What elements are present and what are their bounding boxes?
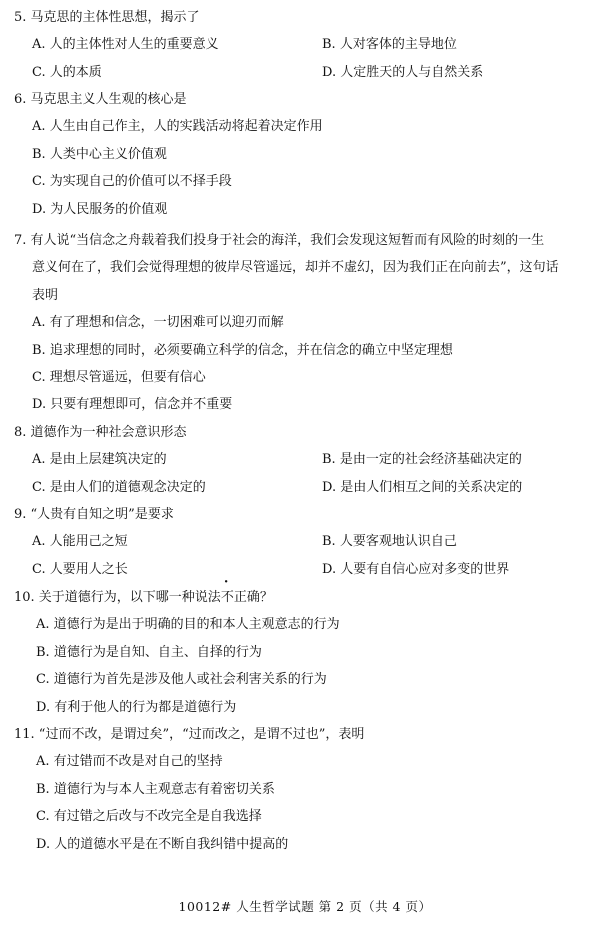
option-a: A. 有了理想和信念，一切困难可以迎刃而解	[32, 315, 284, 331]
question-6	[14, 86, 604, 223]
emphasis-dot-word: 不	[220, 590, 234, 605]
option-c: C. 道德行为首先是涉及他人或社会利害关系的行为	[36, 672, 327, 688]
question-5	[14, 4, 604, 86]
option-c: C. 人要用人之长	[32, 561, 128, 577]
option-b: B. 追求理想的同时，必须要确立科学的信念，并在信念的确立中坚定理想	[32, 342, 453, 358]
option-b: B. 是由一定的社会经济基础决定的	[322, 452, 522, 468]
option-a: A. 人能用己之短	[32, 534, 128, 550]
option-d: D. 有利于他人的行为都是道德行为	[36, 699, 237, 715]
question-7	[14, 227, 604, 419]
option-b: B. 人对客体的主导地位	[322, 37, 457, 53]
option-b: B. 人类中心主义价值观	[32, 146, 167, 162]
option-a: A. 有过错而不改是对自己的坚持	[36, 754, 223, 770]
question-10	[14, 584, 604, 721]
option-c: C. 人的本质	[32, 64, 102, 80]
question-11	[14, 721, 604, 858]
option-b: B. 道德行为是自知、自主、自择的行为	[36, 644, 262, 660]
option-a: A. 人生由自己作主，人的实践活动将起着决定作用	[32, 119, 323, 135]
option-d: D. 是由人们相互之间的关系决定的	[322, 479, 523, 495]
question-stem: 11. “过而不改，是谓过矣”，“过而改之，是谓不过也”，表明	[14, 727, 365, 742]
question-stem-continued: 意义何在了，我们会觉得理想的彼岸尽管遥远，却并不虚幻，因为我们正在向前去”，这句话	[32, 260, 559, 276]
question-stem: 9. “人贵有自知之明”是要求	[14, 507, 174, 522]
question-stem-text: 10. 关于道德行为，以下哪一种说法	[14, 590, 221, 605]
option-b: B. 人要客观地认识自己	[322, 534, 457, 550]
question-stem: 5. 马克思的主体性思想，揭示了	[14, 10, 200, 25]
option-a: A. 人的主体性对人生的重要意义	[32, 37, 219, 53]
option-a: A. 是由上层建筑决定的	[32, 452, 167, 468]
question-9	[14, 501, 604, 583]
option-b: B. 道德行为与本人主观意志有着密切关系	[36, 781, 275, 797]
option-d: D. 为人民服务的价值观	[32, 201, 168, 217]
option-c: C. 为实现自己的价值可以不择手段	[32, 174, 232, 190]
question-8	[14, 419, 604, 501]
option-a: A. 道德行为是出于明确的目的和本人主观意志的行为	[36, 617, 340, 633]
option-c: C. 是由人们的道德观念决定的	[32, 479, 206, 495]
question-stem: 7. 有人说“当信念之舟载着我们投身于社会的海洋，我们会发现这短暂而有风险的时刻的一生	[14, 233, 545, 248]
question-stem: 8. 道德作为一种社会意识形态	[14, 425, 187, 440]
question-stem	[14, 584, 604, 611]
option-c: C. 有过错之后改与不改完全是自我选择	[36, 809, 262, 825]
question-stem-text-end: 正确？	[233, 590, 273, 605]
option-c: C. 理想尽管遥远，但要有信心	[32, 369, 206, 385]
option-d: D. 人的道德水平是在不断自我纠错中提高的	[36, 836, 289, 852]
page-footer: 10012# 人生哲学试题 第 2 页（共 4 页）	[178, 899, 432, 914]
option-d: D. 只要有理想即可，信念并不重要	[32, 397, 233, 413]
question-stem: 6. 马克思主义人生观的核心是	[14, 92, 187, 107]
option-d: D. 人要有自信心应对多变的世界	[322, 561, 510, 577]
question-stem-continued: 表明	[32, 287, 59, 303]
option-d: D. 人定胜天的人与自然关系	[322, 64, 484, 80]
